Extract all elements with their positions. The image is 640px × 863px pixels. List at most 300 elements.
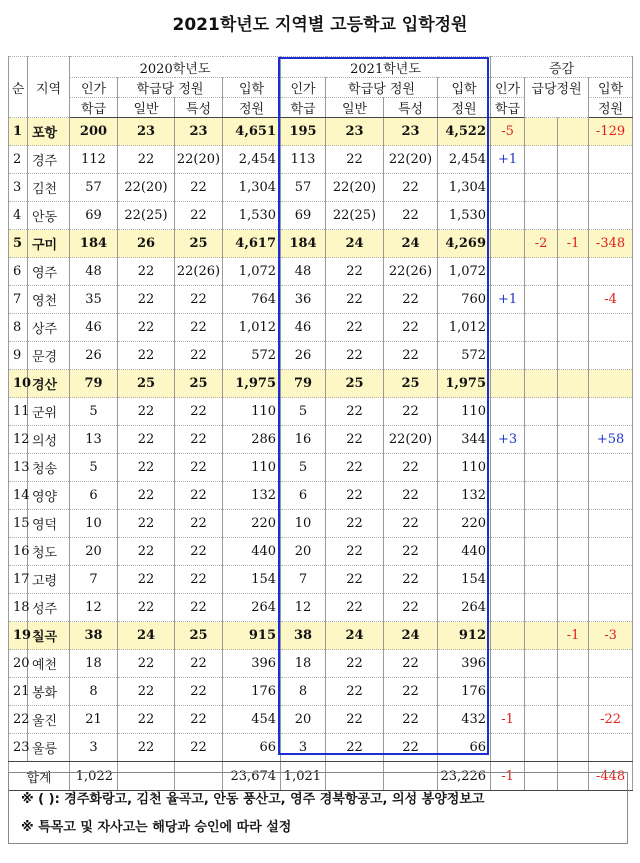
cell-change-perclass bbox=[525, 202, 558, 230]
cell-2021-admit: 220 bbox=[438, 510, 491, 538]
cell-change-perclass bbox=[525, 706, 558, 734]
cell-2021-special: 24 bbox=[384, 230, 438, 258]
cell-2021-admit: 1,975 bbox=[438, 370, 491, 398]
cell-change-admit bbox=[589, 594, 633, 622]
cell-2020-permit: 46 bbox=[70, 314, 118, 342]
cell-2021-general: 23 bbox=[326, 118, 384, 146]
cell-2020-special: 22 bbox=[175, 398, 223, 426]
cell-2021-admit: 110 bbox=[438, 454, 491, 482]
cell-change-perclass bbox=[525, 286, 558, 314]
row-region: 구미 bbox=[28, 230, 70, 258]
row-no: 8 bbox=[9, 314, 28, 342]
cell-2021-special: 22 bbox=[384, 174, 438, 202]
cell-2020-general: 22 bbox=[118, 538, 175, 566]
cell-change-admit bbox=[589, 314, 633, 342]
cell-change-permit bbox=[491, 734, 525, 762]
cell-2020-special: 22 bbox=[175, 202, 223, 230]
table-row bbox=[9, 174, 633, 202]
row-no: 21 bbox=[9, 678, 28, 706]
table-row bbox=[9, 286, 633, 314]
total-change-permit: -1 bbox=[491, 762, 525, 791]
table-row bbox=[9, 622, 633, 650]
cell-2020-general: 22 bbox=[118, 510, 175, 538]
page-title: 2021학년도 지역별 고등학교 입학정원 bbox=[172, 15, 468, 35]
cell-2021-general: 22 bbox=[326, 678, 384, 706]
cell-2020-permit: 10 bbox=[70, 510, 118, 538]
header-2020-admit: 입학 bbox=[223, 78, 281, 98]
cell-2021-general: 22 bbox=[326, 398, 384, 426]
cell-2021-admit: 1,530 bbox=[438, 202, 491, 230]
row-region: 김천 bbox=[28, 174, 70, 202]
cell-2020-admit: 454 bbox=[223, 706, 281, 734]
cell-2021-admit: 4,522 bbox=[438, 118, 491, 146]
cell-change-permit bbox=[491, 594, 525, 622]
cell-2020-special: 22 bbox=[175, 286, 223, 314]
cell-2020-general: 22 bbox=[118, 314, 175, 342]
table-row bbox=[9, 258, 633, 286]
cell-change-special bbox=[558, 202, 589, 230]
cell-2020-permit: 18 bbox=[70, 650, 118, 678]
cell-2021-special: 22 bbox=[384, 342, 438, 370]
cell-2020-special: 22 bbox=[175, 454, 223, 482]
cell-change-permit bbox=[491, 510, 525, 538]
cell-change-perclass bbox=[525, 426, 558, 454]
cell-2021-general: 24 bbox=[326, 230, 384, 258]
row-region: 성주 bbox=[28, 594, 70, 622]
cell-2020-admit: 110 bbox=[223, 454, 281, 482]
row-no: 1 bbox=[9, 118, 28, 146]
cell-2021-admit: 66 bbox=[438, 734, 491, 762]
cell-2021-general: 22 bbox=[326, 454, 384, 482]
cell-2021-special: 25 bbox=[384, 370, 438, 398]
row-no: 17 bbox=[9, 566, 28, 594]
cell-2020-admit: 4,617 bbox=[223, 230, 281, 258]
cell-change-perclass bbox=[525, 678, 558, 706]
cell-2020-permit: 21 bbox=[70, 706, 118, 734]
header-change-admit: 입학 bbox=[589, 78, 633, 98]
cell-change-permit bbox=[491, 314, 525, 342]
cell-change-perclass bbox=[525, 734, 558, 762]
cell-2021-general: 22 bbox=[326, 566, 384, 594]
row-no: 3 bbox=[9, 174, 28, 202]
header-change-grade: 학급 bbox=[491, 98, 525, 118]
header-2021-capacity: 정원 bbox=[438, 98, 491, 118]
row-no: 23 bbox=[9, 734, 28, 762]
cell-change-admit: -348 bbox=[589, 230, 633, 258]
row-region: 예천 bbox=[28, 650, 70, 678]
cell-2021-admit: 264 bbox=[438, 594, 491, 622]
cell-2020-admit: 286 bbox=[223, 426, 281, 454]
header-2021-permit: 인가 bbox=[281, 78, 326, 98]
cell-2021-admit: 1,304 bbox=[438, 174, 491, 202]
cell-2020-permit: 3 bbox=[70, 734, 118, 762]
cell-2021-permit: 12 bbox=[281, 594, 326, 622]
cell-change-special bbox=[558, 426, 589, 454]
total-2021-permit: 1,021 bbox=[281, 762, 326, 791]
cell-2020-admit: 1,975 bbox=[223, 370, 281, 398]
cell-change-perclass bbox=[525, 398, 558, 426]
cell-2020-general: 25 bbox=[118, 370, 175, 398]
cell-2021-special: 22(20) bbox=[384, 146, 438, 174]
total-2020-permit: 1,022 bbox=[70, 762, 118, 791]
table-row bbox=[9, 594, 633, 622]
cell-2021-special: 22 bbox=[384, 566, 438, 594]
cell-change-admit bbox=[589, 202, 633, 230]
cell-2021-general: 24 bbox=[326, 622, 384, 650]
cell-2020-permit: 48 bbox=[70, 258, 118, 286]
cell-2020-permit: 12 bbox=[70, 594, 118, 622]
row-region: 봉화 bbox=[28, 678, 70, 706]
header-2020: 2020학년도 bbox=[70, 57, 281, 78]
row-no: 18 bbox=[9, 594, 28, 622]
cell-2020-general: 22 bbox=[118, 258, 175, 286]
cell-change-perclass bbox=[525, 174, 558, 202]
cell-2020-admit: 176 bbox=[223, 678, 281, 706]
header-2021-perclass: 학급당 정원 bbox=[326, 78, 438, 98]
cell-2021-admit: 2,454 bbox=[438, 146, 491, 174]
cell-change-perclass bbox=[525, 342, 558, 370]
cell-change-perclass bbox=[525, 650, 558, 678]
row-region: 고령 bbox=[28, 566, 70, 594]
cell-change-admit: -129 bbox=[589, 118, 633, 146]
cell-2021-admit: 132 bbox=[438, 482, 491, 510]
cell-2020-special: 22(26) bbox=[175, 258, 223, 286]
cell-change-perclass bbox=[525, 594, 558, 622]
cell-change-perclass bbox=[525, 538, 558, 566]
cell-change-perclass bbox=[525, 482, 558, 510]
cell-change-special bbox=[558, 510, 589, 538]
row-no: 16 bbox=[9, 538, 28, 566]
cell-2020-admit: 132 bbox=[223, 482, 281, 510]
cell-2021-special: 22 bbox=[384, 678, 438, 706]
cell-2021-permit: 79 bbox=[281, 370, 326, 398]
cell-2020-special: 22 bbox=[175, 314, 223, 342]
cell-change-permit bbox=[491, 202, 525, 230]
cell-2020-permit: 200 bbox=[70, 118, 118, 146]
cell-2020-general: 22 bbox=[118, 482, 175, 510]
cell-change-special bbox=[558, 678, 589, 706]
cell-change-perclass bbox=[525, 258, 558, 286]
cell-2021-permit: 26 bbox=[281, 342, 326, 370]
cell-2020-admit: 1,012 bbox=[223, 314, 281, 342]
cell-change-permit bbox=[491, 230, 525, 258]
row-region: 안동 bbox=[28, 202, 70, 230]
header-2021-general: 일반 bbox=[326, 98, 384, 118]
cell-change-admit bbox=[589, 566, 633, 594]
cell-change-admit bbox=[589, 538, 633, 566]
cell-change-perclass: -2 bbox=[525, 230, 558, 258]
cell-2020-general: 22 bbox=[118, 146, 175, 174]
table-row bbox=[9, 314, 633, 342]
row-region: 영덕 bbox=[28, 510, 70, 538]
cell-change-special bbox=[558, 286, 589, 314]
cell-2020-admit: 572 bbox=[223, 342, 281, 370]
cell-change-special bbox=[558, 398, 589, 426]
cell-2021-permit: 57 bbox=[281, 174, 326, 202]
cell-2020-permit: 79 bbox=[70, 370, 118, 398]
row-region: 영양 bbox=[28, 482, 70, 510]
cell-change-admit bbox=[589, 342, 633, 370]
cell-2021-admit: 4,269 bbox=[438, 230, 491, 258]
row-region: 청도 bbox=[28, 538, 70, 566]
cell-2021-admit: 1,072 bbox=[438, 258, 491, 286]
cell-change-special: -1 bbox=[558, 622, 589, 650]
cell-2020-general: 24 bbox=[118, 622, 175, 650]
cell-change-admit: +58 bbox=[589, 426, 633, 454]
row-region: 포항 bbox=[28, 118, 70, 146]
cell-2021-special: 22(20) bbox=[384, 426, 438, 454]
cell-change-admit: -3 bbox=[589, 622, 633, 650]
table-row bbox=[9, 510, 633, 538]
cell-change-special bbox=[558, 370, 589, 398]
cell-2020-admit: 110 bbox=[223, 398, 281, 426]
cell-2020-admit: 264 bbox=[223, 594, 281, 622]
table-row bbox=[9, 230, 633, 258]
cell-2021-general: 22 bbox=[326, 594, 384, 622]
row-no: 12 bbox=[9, 426, 28, 454]
row-no: 6 bbox=[9, 258, 28, 286]
cell-change-perclass bbox=[525, 146, 558, 174]
cell-change-special bbox=[558, 174, 589, 202]
cell-2020-special: 22 bbox=[175, 734, 223, 762]
cell-2021-general: 22 bbox=[326, 146, 384, 174]
header-change: 증감 bbox=[491, 57, 633, 78]
cell-2020-permit: 5 bbox=[70, 454, 118, 482]
cell-change-permit bbox=[491, 678, 525, 706]
cell-change-special bbox=[558, 594, 589, 622]
header-2021: 2021학년도 bbox=[281, 57, 491, 78]
cell-2020-general: 22 bbox=[118, 286, 175, 314]
cell-2021-permit: 69 bbox=[281, 202, 326, 230]
cell-2021-admit: 344 bbox=[438, 426, 491, 454]
row-region: 군위 bbox=[28, 398, 70, 426]
cell-change-admit bbox=[589, 734, 633, 762]
row-no: 13 bbox=[9, 454, 28, 482]
row-no: 5 bbox=[9, 230, 28, 258]
cell-2021-general: 22 bbox=[326, 650, 384, 678]
cell-2020-general: 22 bbox=[118, 706, 175, 734]
cell-2020-general: 22 bbox=[118, 594, 175, 622]
cell-2020-admit: 915 bbox=[223, 622, 281, 650]
cell-2021-permit: 16 bbox=[281, 426, 326, 454]
table-row bbox=[9, 370, 633, 398]
cell-2020-special: 22 bbox=[175, 566, 223, 594]
cell-2020-admit: 1,072 bbox=[223, 258, 281, 286]
table-row bbox=[9, 118, 633, 146]
cell-change-admit: -22 bbox=[589, 706, 633, 734]
cell-2021-general: 22 bbox=[326, 426, 384, 454]
cell-change-admit bbox=[589, 510, 633, 538]
cell-2020-special: 22 bbox=[175, 538, 223, 566]
table-row bbox=[9, 146, 633, 174]
cell-change-admit bbox=[589, 258, 633, 286]
cell-change-special: -1 bbox=[558, 230, 589, 258]
header-2020-grade: 학급 bbox=[70, 98, 118, 118]
cell-2020-general: 22(25) bbox=[118, 202, 175, 230]
cell-2021-permit: 10 bbox=[281, 510, 326, 538]
cell-2020-admit: 2,454 bbox=[223, 146, 281, 174]
cell-change-permit: +1 bbox=[491, 146, 525, 174]
header-2021-special: 특성 bbox=[384, 98, 438, 118]
cell-change-special bbox=[558, 314, 589, 342]
cell-2021-permit: 3 bbox=[281, 734, 326, 762]
row-region: 칠곡 bbox=[28, 622, 70, 650]
header-2020-perclass: 학급당 정원 bbox=[118, 78, 223, 98]
cell-2021-general: 22 bbox=[326, 734, 384, 762]
cell-2021-permit: 46 bbox=[281, 314, 326, 342]
cell-2020-special: 25 bbox=[175, 230, 223, 258]
cell-2021-special: 22 bbox=[384, 594, 438, 622]
row-no: 14 bbox=[9, 482, 28, 510]
cell-change-special bbox=[558, 258, 589, 286]
cell-change-permit bbox=[491, 650, 525, 678]
row-region: 의성 bbox=[28, 426, 70, 454]
cell-2020-special: 22 bbox=[175, 174, 223, 202]
cell-2021-admit: 154 bbox=[438, 566, 491, 594]
cell-2021-special: 22 bbox=[384, 538, 438, 566]
cell-2021-admit: 110 bbox=[438, 398, 491, 426]
total-2021-admit: 23,226 bbox=[438, 762, 491, 791]
row-no: 4 bbox=[9, 202, 28, 230]
cell-change-admit bbox=[589, 678, 633, 706]
cell-change-permit: -5 bbox=[491, 118, 525, 146]
row-no: 11 bbox=[9, 398, 28, 426]
table-row bbox=[9, 538, 633, 566]
row-region: 상주 bbox=[28, 314, 70, 342]
cell-2021-special: 22 bbox=[384, 650, 438, 678]
cell-2020-permit: 184 bbox=[70, 230, 118, 258]
cell-change-perclass bbox=[525, 566, 558, 594]
cell-2021-general: 22 bbox=[326, 482, 384, 510]
cell-2020-admit: 764 bbox=[223, 286, 281, 314]
cell-2020-general: 23 bbox=[118, 118, 175, 146]
cell-2020-general: 22 bbox=[118, 678, 175, 706]
header-2020-special: 특성 bbox=[175, 98, 223, 118]
row-no: 19 bbox=[9, 622, 28, 650]
cell-change-admit bbox=[589, 146, 633, 174]
cell-2020-special: 22 bbox=[175, 342, 223, 370]
table-row bbox=[9, 202, 633, 230]
cell-2021-general: 22(25) bbox=[326, 202, 384, 230]
cell-change-permit: -1 bbox=[491, 706, 525, 734]
row-region: 문경 bbox=[28, 342, 70, 370]
cell-2020-permit: 5 bbox=[70, 398, 118, 426]
cell-2021-general: 22 bbox=[326, 314, 384, 342]
header-2021-admit: 입학 bbox=[438, 78, 491, 98]
cell-2021-general: 22 bbox=[326, 342, 384, 370]
cell-2020-permit: 57 bbox=[70, 174, 118, 202]
cell-change-special bbox=[558, 734, 589, 762]
cell-2020-general: 22 bbox=[118, 566, 175, 594]
cell-2020-admit: 1,304 bbox=[223, 174, 281, 202]
row-no: 22 bbox=[9, 706, 28, 734]
header-change-capacity: 정원 bbox=[589, 98, 633, 118]
cell-2020-general: 22 bbox=[118, 426, 175, 454]
total-2020-admit: 23,674 bbox=[223, 762, 281, 791]
cell-2021-admit: 572 bbox=[438, 342, 491, 370]
cell-change-permit bbox=[491, 538, 525, 566]
cell-2021-special: 22 bbox=[384, 510, 438, 538]
cell-2021-special: 22 bbox=[384, 314, 438, 342]
cell-2021-permit: 5 bbox=[281, 398, 326, 426]
cell-2020-permit: 38 bbox=[70, 622, 118, 650]
cell-2021-general: 22 bbox=[326, 258, 384, 286]
cell-change-special bbox=[558, 118, 589, 146]
cell-change-permit: +1 bbox=[491, 286, 525, 314]
cell-change-permit bbox=[491, 258, 525, 286]
cell-change-permit bbox=[491, 342, 525, 370]
row-no: 15 bbox=[9, 510, 28, 538]
cell-2021-admit: 912 bbox=[438, 622, 491, 650]
cell-2021-permit: 48 bbox=[281, 258, 326, 286]
cell-2020-special: 22(20) bbox=[175, 146, 223, 174]
cell-2020-special: 22 bbox=[175, 482, 223, 510]
cell-2021-admit: 1,012 bbox=[438, 314, 491, 342]
row-region: 울릉 bbox=[28, 734, 70, 762]
cell-2021-admit: 440 bbox=[438, 538, 491, 566]
cell-2021-special: 22 bbox=[384, 454, 438, 482]
cell-2020-permit: 7 bbox=[70, 566, 118, 594]
cell-change-admit bbox=[589, 370, 633, 398]
cell-change-admit bbox=[589, 482, 633, 510]
cell-2021-permit: 20 bbox=[281, 706, 326, 734]
row-region: 울진 bbox=[28, 706, 70, 734]
table-row bbox=[9, 566, 633, 594]
cell-2021-general: 22 bbox=[326, 286, 384, 314]
cell-2020-permit: 69 bbox=[70, 202, 118, 230]
cell-change-permit: +3 bbox=[491, 426, 525, 454]
cell-change-special bbox=[558, 146, 589, 174]
row-no: 20 bbox=[9, 650, 28, 678]
cell-2020-admit: 66 bbox=[223, 734, 281, 762]
cell-2021-general: 25 bbox=[326, 370, 384, 398]
cell-2020-general: 22 bbox=[118, 342, 175, 370]
header-change-permit: 인가 bbox=[491, 78, 525, 98]
total-change-admit: -448 bbox=[589, 762, 633, 791]
cell-2020-admit: 154 bbox=[223, 566, 281, 594]
table-row bbox=[9, 454, 633, 482]
cell-2021-admit: 396 bbox=[438, 650, 491, 678]
cell-change-permit bbox=[491, 566, 525, 594]
cell-2021-permit: 5 bbox=[281, 454, 326, 482]
cell-change-special bbox=[558, 650, 589, 678]
cell-2020-special: 23 bbox=[175, 118, 223, 146]
cell-2021-special: 22 bbox=[384, 202, 438, 230]
cell-2020-special: 25 bbox=[175, 622, 223, 650]
cell-2021-general: 22 bbox=[326, 706, 384, 734]
footnote-1: ※ ( ): 경주화랑고, 김천 율곡고, 안동 풍산고, 영주 경북항공고, 의성 봉양정보고 bbox=[21, 792, 485, 807]
cell-change-admit bbox=[589, 174, 633, 202]
cell-2021-special: 22 bbox=[384, 286, 438, 314]
cell-2020-admit: 396 bbox=[223, 650, 281, 678]
cell-2021-permit: 36 bbox=[281, 286, 326, 314]
cell-2020-permit: 8 bbox=[70, 678, 118, 706]
cell-2020-permit: 35 bbox=[70, 286, 118, 314]
row-region: 경주 bbox=[28, 146, 70, 174]
cell-2021-permit: 195 bbox=[281, 118, 326, 146]
cell-2020-admit: 220 bbox=[223, 510, 281, 538]
row-no: 9 bbox=[9, 342, 28, 370]
table-row bbox=[9, 482, 633, 510]
cell-2020-special: 22 bbox=[175, 650, 223, 678]
cell-2021-permit: 184 bbox=[281, 230, 326, 258]
table-row bbox=[9, 706, 633, 734]
footnote-box bbox=[8, 772, 628, 844]
row-region: 영주 bbox=[28, 258, 70, 286]
cell-2021-permit: 8 bbox=[281, 678, 326, 706]
cell-2021-admit: 432 bbox=[438, 706, 491, 734]
cell-change-permit bbox=[491, 174, 525, 202]
